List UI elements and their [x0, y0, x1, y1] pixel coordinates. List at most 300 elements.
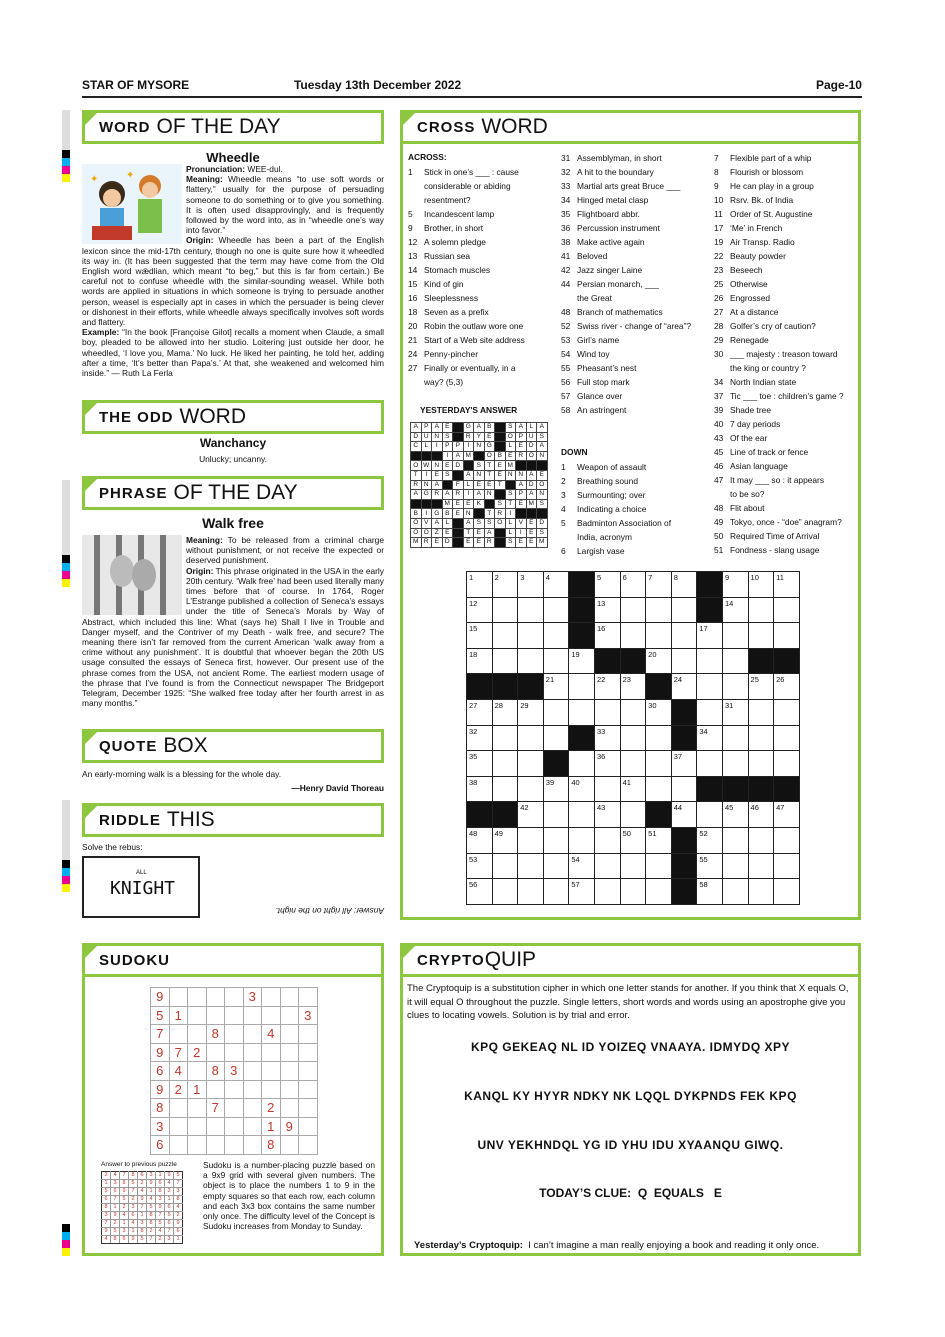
sudoku-cell[interactable]	[243, 1099, 262, 1118]
crossword-cell[interactable]: 27	[467, 699, 493, 725]
crossword-cell[interactable]: 20	[646, 648, 672, 674]
crossword-cell[interactable]	[518, 597, 544, 623]
answer-cell: D	[526, 442, 537, 452]
crossword-cell[interactable]	[697, 699, 723, 725]
sudoku-cell[interactable]	[262, 1043, 281, 1062]
crossword-cell[interactable]	[518, 751, 544, 777]
crossword-cell[interactable]	[722, 879, 748, 905]
crossword-cell[interactable]	[748, 725, 774, 751]
crossword-cell[interactable]: 41	[620, 776, 646, 802]
crossword-cell[interactable]	[543, 648, 569, 674]
sudoku-cell: 5	[111, 1228, 120, 1236]
crossword-cell[interactable]	[518, 648, 544, 674]
crossword-cell[interactable]	[543, 699, 569, 725]
answer-cell: B	[484, 423, 495, 433]
crossword-cell[interactable]: 29	[518, 699, 544, 725]
sudoku-cell[interactable]: 3	[151, 1117, 170, 1136]
clue: 34 North Indian state	[714, 377, 797, 387]
crossword-cell[interactable]	[722, 751, 748, 777]
sudoku-cell[interactable]	[206, 1006, 225, 1025]
clue: 49 Tokyo, once - “doe” anagram?	[714, 517, 842, 527]
sudoku-cell: 7	[147, 1236, 156, 1244]
sudoku-cell[interactable]	[188, 1062, 207, 1081]
sudoku-cell[interactable]	[280, 1080, 299, 1099]
answer-cell: T	[463, 528, 474, 538]
sudoku-cell[interactable]	[262, 1080, 281, 1099]
sudoku-cell[interactable]: 9	[151, 1080, 170, 1099]
sudoku-cell[interactable]: 2	[169, 1080, 188, 1099]
crossword-cell	[671, 725, 697, 751]
crossword-cell[interactable]	[492, 725, 518, 751]
sudoku-cell[interactable]	[225, 1117, 244, 1136]
answer-cell: S	[442, 432, 453, 442]
crossword-cell[interactable]	[774, 597, 800, 623]
crossword-cell	[774, 776, 800, 802]
crossword-cell[interactable]	[748, 879, 774, 905]
crossword-cell[interactable]	[646, 776, 672, 802]
sudoku-cell[interactable]	[206, 1043, 225, 1062]
crossword-cell[interactable]	[748, 597, 774, 623]
answer-cell: O	[411, 518, 422, 528]
sudoku-cell[interactable]: 7	[169, 1043, 188, 1062]
crossword-cell[interactable]	[697, 751, 723, 777]
odd-word-meaning: Unlucky; uncanny.	[199, 454, 267, 464]
sudoku-cell[interactable]	[243, 1043, 262, 1062]
crossword-cell[interactable]: 56	[467, 879, 493, 905]
crossword-cell[interactable]: 44	[671, 802, 697, 828]
sudoku-cell[interactable]	[299, 1136, 318, 1155]
sudoku-cell[interactable]	[280, 1043, 299, 1062]
crossword-cell	[671, 853, 697, 879]
sudoku-cell[interactable]	[280, 1062, 299, 1081]
crossword-cell[interactable]	[518, 879, 544, 905]
answer-cell: N	[537, 451, 548, 461]
crossword-cell[interactable]	[748, 853, 774, 879]
crossword-cell[interactable]	[671, 597, 697, 623]
answer-cell: E	[537, 470, 548, 480]
crossword-cell[interactable]	[646, 725, 672, 751]
crossword-cell[interactable]: 31	[722, 699, 748, 725]
answer-cell	[432, 499, 443, 509]
answer-cell: I	[463, 490, 474, 500]
sudoku-cell[interactable]: 7	[206, 1099, 225, 1118]
crossword-cell[interactable]	[543, 853, 569, 879]
crossword-cell[interactable]: 35	[467, 751, 493, 777]
crossword-cell[interactable]	[569, 751, 595, 777]
answer-cell: D	[537, 518, 548, 528]
sudoku-cell[interactable]	[299, 1062, 318, 1081]
crossword-cell[interactable]: 7	[646, 572, 672, 598]
crossword-cell[interactable]: 13	[594, 597, 620, 623]
crossword-cell[interactable]	[543, 597, 569, 623]
crossword-cell[interactable]	[774, 699, 800, 725]
previous-answer-grid	[101, 1171, 183, 1244]
sudoku-cell[interactable]	[225, 1043, 244, 1062]
crossword-cell[interactable]	[543, 827, 569, 853]
sudoku-cell[interactable]: 3	[243, 988, 262, 1007]
crossword-cell[interactable]: 3	[518, 572, 544, 598]
sudoku-cell: 4	[102, 1236, 111, 1244]
crossword-cell[interactable]	[594, 827, 620, 853]
sudoku-cell[interactable]: 5	[151, 1006, 170, 1025]
clue: the Great	[577, 293, 612, 303]
crossword-cell[interactable]	[748, 827, 774, 853]
crossword-cell[interactable]: 15	[467, 623, 493, 649]
clue: 15 Kind of gin	[408, 279, 464, 289]
sudoku-cell[interactable]: 8	[206, 1025, 225, 1044]
rebus-word: KNIGHT	[110, 878, 176, 899]
crossword-cell[interactable]	[722, 648, 748, 674]
crossword-cell[interactable]	[569, 827, 595, 853]
crossword-cell[interactable]: 5	[594, 572, 620, 598]
crossword-cell[interactable]: 11	[774, 572, 800, 598]
answer-cell: G	[432, 509, 443, 519]
clue: the king or country ?	[730, 363, 806, 373]
crossword-cell[interactable]	[671, 776, 697, 802]
sudoku-cell[interactable]: 8	[206, 1062, 225, 1081]
sudoku-cell[interactable]	[299, 1043, 318, 1062]
crossword-cell[interactable]: 19	[569, 648, 595, 674]
crossword-cell[interactable]: 18	[467, 648, 493, 674]
sudoku-cell[interactable]	[206, 1136, 225, 1155]
clue: 9 He can play in a group	[714, 181, 814, 191]
crossword-cell	[467, 802, 493, 828]
crossword-cell[interactable]	[518, 725, 544, 751]
sudoku-cell[interactable]	[225, 1136, 244, 1155]
answer-cell: P	[516, 432, 527, 442]
sudoku-cell[interactable]	[169, 1136, 188, 1155]
sudoku-cell[interactable]	[188, 1025, 207, 1044]
sudoku-cell[interactable]	[169, 1099, 188, 1118]
crossword-cell[interactable]	[620, 725, 646, 751]
sudoku-cell[interactable]	[280, 1006, 299, 1025]
clue: 17 ‘Me’ in French	[714, 223, 783, 233]
crossword-cell[interactable]: 9	[722, 572, 748, 598]
crossword-cell[interactable]	[748, 699, 774, 725]
sudoku-cell[interactable]	[299, 988, 318, 1007]
crossword-cell[interactable]	[774, 853, 800, 879]
sudoku-cell[interactable]: 6	[151, 1136, 170, 1155]
sudoku-cell[interactable]: 7	[151, 1025, 170, 1044]
crossword-cell[interactable]: 14	[722, 597, 748, 623]
crossword-cell[interactable]: 51	[646, 827, 672, 853]
crossword-cell[interactable]	[620, 751, 646, 777]
crossword-cell[interactable]	[492, 853, 518, 879]
sudoku-cell: 1	[111, 1204, 120, 1212]
clue: 30 ___ majesty : treason toward	[714, 349, 838, 359]
crossword-cell[interactable]: 54	[569, 853, 595, 879]
crossword-cell[interactable]: 42	[518, 802, 544, 828]
sudoku-cell[interactable]: 9	[280, 1117, 299, 1136]
sudoku-cell[interactable]	[169, 988, 188, 1007]
crossword-cell[interactable]: 55	[697, 853, 723, 879]
crossword-cell[interactable]	[543, 623, 569, 649]
crossword-cell[interactable]: 25	[748, 674, 774, 700]
crossword-cell[interactable]: 53	[467, 853, 493, 879]
answer-cell: L	[526, 423, 537, 433]
crossword-cell[interactable]	[722, 853, 748, 879]
sudoku-cell[interactable]: 2	[188, 1043, 207, 1062]
sudoku-cell[interactable]	[206, 1080, 225, 1099]
answer-cell	[411, 451, 422, 461]
crossword-cell[interactable]	[620, 597, 646, 623]
crossword-cell[interactable]	[774, 879, 800, 905]
sudoku-cell[interactable]	[243, 1006, 262, 1025]
crossword-cell[interactable]	[543, 802, 569, 828]
crossword-cell[interactable]: 10	[748, 572, 774, 598]
sudoku-cell[interactable]: 2	[262, 1099, 281, 1118]
sudoku-cell: 2	[129, 1196, 138, 1204]
sudoku-grid	[150, 987, 318, 1155]
answer-cell: E	[474, 480, 485, 490]
crossword-cell[interactable]: 30	[646, 699, 672, 725]
crossword-cell[interactable]	[492, 648, 518, 674]
sudoku-cell[interactable]	[225, 1025, 244, 1044]
crossword-cell[interactable]: 17	[697, 623, 723, 649]
crossword-cell[interactable]: 36	[594, 751, 620, 777]
crossword-cell[interactable]: 26	[774, 674, 800, 700]
crossword-cell[interactable]	[594, 879, 620, 905]
crossword-title: CROSS WORD	[400, 110, 861, 144]
crossword-cell[interactable]: 38	[467, 776, 493, 802]
answer-cell: L	[463, 480, 474, 490]
crossword-cell[interactable]	[518, 827, 544, 853]
answer-cell: I	[421, 470, 432, 480]
sudoku-cell[interactable]	[299, 1099, 318, 1118]
answer-cell: E	[495, 461, 506, 471]
sudoku-cell[interactable]	[206, 1117, 225, 1136]
crossword-cell[interactable]	[646, 879, 672, 905]
clue: 51 Fondness - slang usage	[714, 545, 820, 555]
sudoku-cell: 7	[129, 1188, 138, 1196]
crossword-cell[interactable]	[697, 802, 723, 828]
crossword-cell[interactable]	[594, 699, 620, 725]
sudoku-cell[interactable]: 4	[169, 1062, 188, 1081]
crossword-cell[interactable]	[671, 623, 697, 649]
crossword-cell[interactable]	[671, 648, 697, 674]
answer-cell: E	[484, 432, 495, 442]
sudoku-cell[interactable]: 1	[188, 1080, 207, 1099]
sudoku-cell[interactable]	[188, 1117, 207, 1136]
sudoku-cell[interactable]	[188, 1006, 207, 1025]
answer-cell: T	[411, 470, 422, 480]
clue: 10 Rsrv. Bk. of India	[714, 195, 794, 205]
sudoku-cell[interactable]: 4	[262, 1025, 281, 1044]
crossword-cell[interactable]: 24	[671, 674, 697, 700]
sudoku-cell[interactable]: 3	[225, 1062, 244, 1081]
sudoku-cell[interactable]: 6	[151, 1062, 170, 1081]
crossword-cell[interactable]	[620, 802, 646, 828]
sudoku-cell[interactable]	[169, 1117, 188, 1136]
sudoku-cell: 5	[120, 1196, 129, 1204]
yesterday-cryptoquip: Yesterday’s Cryptoquip: I can’t imagine a man really enjoying a book and reading it only once.	[414, 1240, 820, 1251]
sudoku-cell: 8	[120, 1180, 129, 1188]
crossword-cell[interactable]	[518, 623, 544, 649]
sudoku-cell[interactable]: 9	[151, 988, 170, 1007]
sudoku-cell[interactable]	[280, 1136, 299, 1155]
sudoku-cell[interactable]	[243, 1117, 262, 1136]
sudoku-cell[interactable]	[262, 1006, 281, 1025]
sudoku-cell[interactable]	[188, 1136, 207, 1155]
crossword-cell[interactable]	[748, 623, 774, 649]
crossword-cell[interactable]: 21	[543, 674, 569, 700]
crossword-cell[interactable]: 23	[620, 674, 646, 700]
crossword-cell[interactable]: 52	[697, 827, 723, 853]
sudoku-cell[interactable]	[299, 1117, 318, 1136]
crossword-cell[interactable]	[774, 827, 800, 853]
crossword-cell[interactable]: 46	[748, 802, 774, 828]
crossword-cell[interactable]	[722, 827, 748, 853]
sudoku-cell[interactable]	[299, 1080, 318, 1099]
crossword-cell[interactable]	[646, 853, 672, 879]
crossword-cell[interactable]	[620, 699, 646, 725]
clue: 8 Flourish or blossom	[714, 167, 804, 177]
sudoku-cell[interactable]	[243, 1136, 262, 1155]
crossword-cell[interactable]: 39	[543, 776, 569, 802]
sudoku-cell[interactable]: 8	[262, 1136, 281, 1155]
sudoku-cell[interactable]: 8	[151, 1099, 170, 1118]
sudoku-cell[interactable]	[243, 1025, 262, 1044]
crossword-cell[interactable]: 49	[492, 827, 518, 853]
crossword-cell[interactable]: 2	[492, 572, 518, 598]
crossword-cell[interactable]	[697, 648, 723, 674]
crossword-cell[interactable]: 37	[671, 751, 697, 777]
crossword-cell[interactable]: 1	[467, 572, 493, 598]
crossword-cell[interactable]: 16	[594, 623, 620, 649]
sudoku-cell[interactable]	[225, 988, 244, 1007]
crossword-cell	[646, 802, 672, 828]
crossword-cell[interactable]	[722, 623, 748, 649]
crossword-cell[interactable]: 50	[620, 827, 646, 853]
sudoku-cell: 7	[165, 1228, 174, 1236]
sudoku-cell[interactable]	[188, 988, 207, 1007]
crossword-cell[interactable]	[492, 751, 518, 777]
crossword-cell[interactable]	[569, 699, 595, 725]
clue: 19 Air Transp. Radio	[714, 237, 795, 247]
sudoku-cell[interactable]	[280, 1025, 299, 1044]
sudoku-cell[interactable]	[262, 1062, 281, 1081]
crossword-cell[interactable]: 12	[467, 597, 493, 623]
crossword-cell[interactable]	[774, 725, 800, 751]
crossword-cell[interactable]: 22	[594, 674, 620, 700]
clue: 28 Golfer’s cry of caution?	[714, 321, 816, 331]
crossword-cell[interactable]	[620, 623, 646, 649]
crossword-cell[interactable]	[518, 853, 544, 879]
crossword-cell[interactable]	[492, 597, 518, 623]
answer-cell: E	[474, 538, 485, 548]
sudoku-cell[interactable]	[225, 1080, 244, 1099]
sudoku-cell[interactable]: 1	[262, 1117, 281, 1136]
crossword-cell[interactable]	[697, 674, 723, 700]
crossword-cell[interactable]	[569, 802, 595, 828]
crossword-cell[interactable]: 32	[467, 725, 493, 751]
sudoku-cell[interactable]	[243, 1080, 262, 1099]
sudoku-cell[interactable]	[299, 1025, 318, 1044]
sudoku-cell[interactable]: 1	[169, 1006, 188, 1025]
sudoku-cell[interactable]	[225, 1099, 244, 1118]
crossword-cell[interactable]	[646, 623, 672, 649]
answer-cell: A	[516, 423, 527, 433]
crossword-cell[interactable]: 34	[697, 725, 723, 751]
crossword-cell[interactable]	[620, 879, 646, 905]
crossword-cell[interactable]	[492, 776, 518, 802]
crossword-cell[interactable]: 4	[543, 572, 569, 598]
crossword-cell[interactable]: 8	[671, 572, 697, 598]
sudoku-cell: 6	[111, 1188, 120, 1196]
crossword-cell	[594, 648, 620, 674]
crossword-cell	[671, 699, 697, 725]
crossword-cell[interactable]	[646, 597, 672, 623]
para-label: Origin:	[186, 565, 214, 576]
answer-cell: N	[474, 442, 485, 452]
crossword-cell[interactable]	[722, 725, 748, 751]
sudoku-cell[interactable]	[169, 1025, 188, 1044]
crossword-cell[interactable]	[518, 776, 544, 802]
crossword-cell[interactable]	[492, 623, 518, 649]
crossword-cell[interactable]	[620, 853, 646, 879]
crossword-cell[interactable]	[774, 623, 800, 649]
clue: 50 Required Time of Arrival	[714, 531, 820, 541]
clue: to be so?	[730, 489, 765, 499]
answer-cell: R	[516, 451, 527, 461]
crossword-cell[interactable]	[722, 674, 748, 700]
crossword-cell[interactable]: 45	[722, 802, 748, 828]
crossword-cell[interactable]: 33	[594, 725, 620, 751]
crossword-cell[interactable]: 48	[467, 827, 493, 853]
crossword-cell[interactable]: 57	[569, 879, 595, 905]
crossword-cell[interactable]: 28	[492, 699, 518, 725]
crossword-cell[interactable]	[543, 725, 569, 751]
sudoku-cell: 4	[111, 1172, 120, 1180]
crossword-cell[interactable]	[569, 674, 595, 700]
sudoku-cell[interactable]: 9	[151, 1043, 170, 1062]
answer-cell: N	[463, 509, 474, 519]
rebus-small-word: ALL	[136, 870, 147, 876]
sudoku-cell[interactable]	[280, 988, 299, 1007]
sudoku-cell[interactable]	[225, 1006, 244, 1025]
sudoku-cell[interactable]	[280, 1099, 299, 1118]
crossword-cell[interactable]: 47	[774, 802, 800, 828]
sudoku-cell: 4	[147, 1196, 156, 1204]
crossword-cell[interactable]	[543, 879, 569, 905]
crossword-cell[interactable]: 58	[697, 879, 723, 905]
crossword-cell[interactable]	[646, 751, 672, 777]
crossword-cell[interactable]	[748, 751, 774, 777]
sudoku-cell[interactable]	[243, 1062, 262, 1081]
answer-cell: R	[432, 490, 443, 500]
sudoku-cell: 6	[120, 1236, 129, 1244]
crossword-cell[interactable]: 6	[620, 572, 646, 598]
clue: 41 Beloved	[561, 251, 608, 261]
answer-cell	[495, 442, 506, 452]
crossword-cell[interactable]	[594, 853, 620, 879]
crossword-cell[interactable]: 43	[594, 802, 620, 828]
wotd-word: Wheedle	[206, 150, 260, 165]
answer-cell: E	[516, 499, 527, 509]
clue: 18 Seven as a prefix	[408, 307, 489, 317]
crossword-cell[interactable]	[774, 751, 800, 777]
sudoku-cell[interactable]	[262, 988, 281, 1007]
answer-cell: E	[495, 470, 506, 480]
crossword-cell[interactable]: 40	[569, 776, 595, 802]
odd-word: Wanchancy	[199, 436, 267, 450]
sudoku-cell[interactable]	[206, 988, 225, 1007]
crossword-cell[interactable]	[594, 776, 620, 802]
crossword-cell[interactable]	[492, 879, 518, 905]
sudoku-cell[interactable]: 3	[299, 1006, 318, 1025]
sudoku-cell[interactable]	[188, 1099, 207, 1118]
answer-cell: E	[526, 528, 537, 538]
